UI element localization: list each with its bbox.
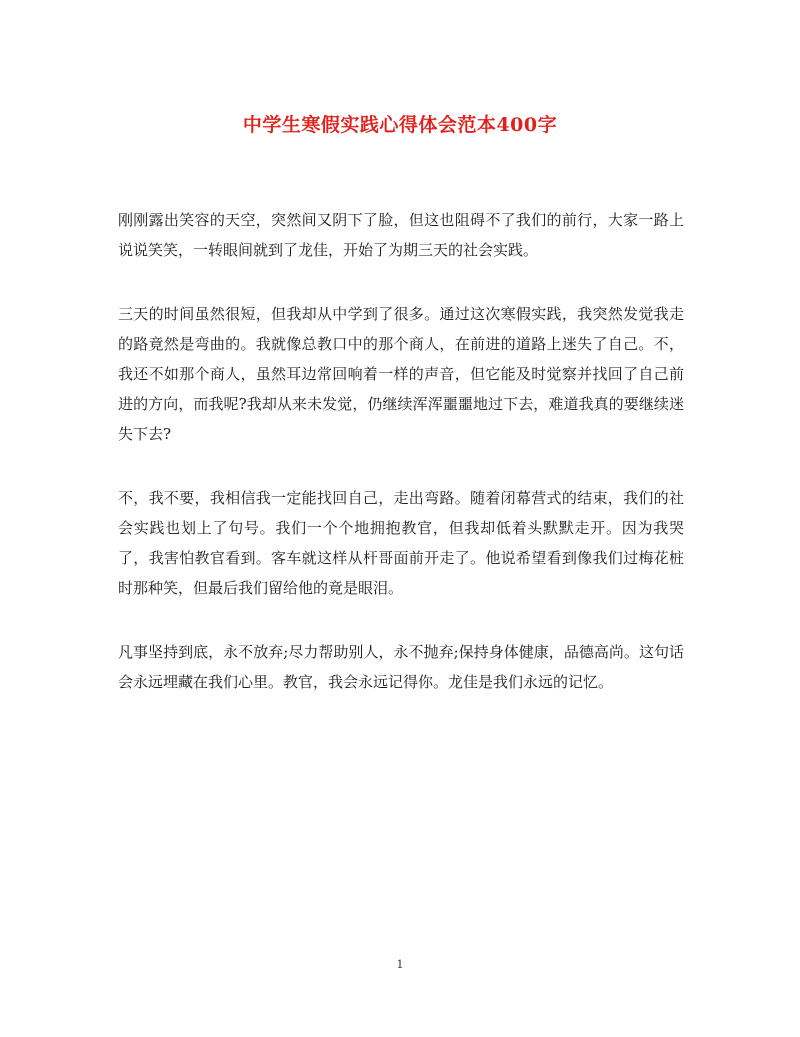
document-title: 中学生寒假实践心得体会范本400字: [242, 114, 558, 136]
paragraph-3: 不，我不要，我相信我一定能找回自己，走出弯路。随着闭幕营式的结束，我们的社会实践也划上了句号。我们一个个地拥抱教官，但我却低着头默默走开。因为我哭了，我害怕教官看到。客车就这样从杆哥面前开走了。他说希望看到像我们过梅花桩时那种笑，但最后我们留给他的竟是眼泪。: [118, 489, 684, 597]
paragraph-4: 凡事坚持到底，永不放弃;尽力帮助别人，永不抛弃;保持身体健康，品德高尚。这句话会永远埋藏在我们心里。教官，我会永远记得你。龙佳是我们永远的记忆。: [118, 643, 684, 691]
document-body: [118, 205, 684, 731]
paragraph-2: 三天的时间虽然很短，但我却从中学到了很多。通过这次寒假实践，我突然发觉我走的路竟然是弯曲的。我就像总教口中的那个商人，在前进的道路上迷失了自己。不，我还不如那个商人，虽然耳边常回响着一样的声音，但它能及时觉察并找回了自己前进的方向，而我呢?我却从来未发觉，仍继续浑浑噩噩地过下去，难道我真的要继续迷失下去?: [118, 305, 684, 443]
paragraph-1: 刚刚露出笑容的天空，突然间又阴下了脸，但这也阻碍不了我们的前行，大家一路上说说笑笑，一转眼间就到了龙佳，开始了为期三天的社会实践。: [118, 211, 684, 259]
page-number: 1: [396, 958, 404, 971]
